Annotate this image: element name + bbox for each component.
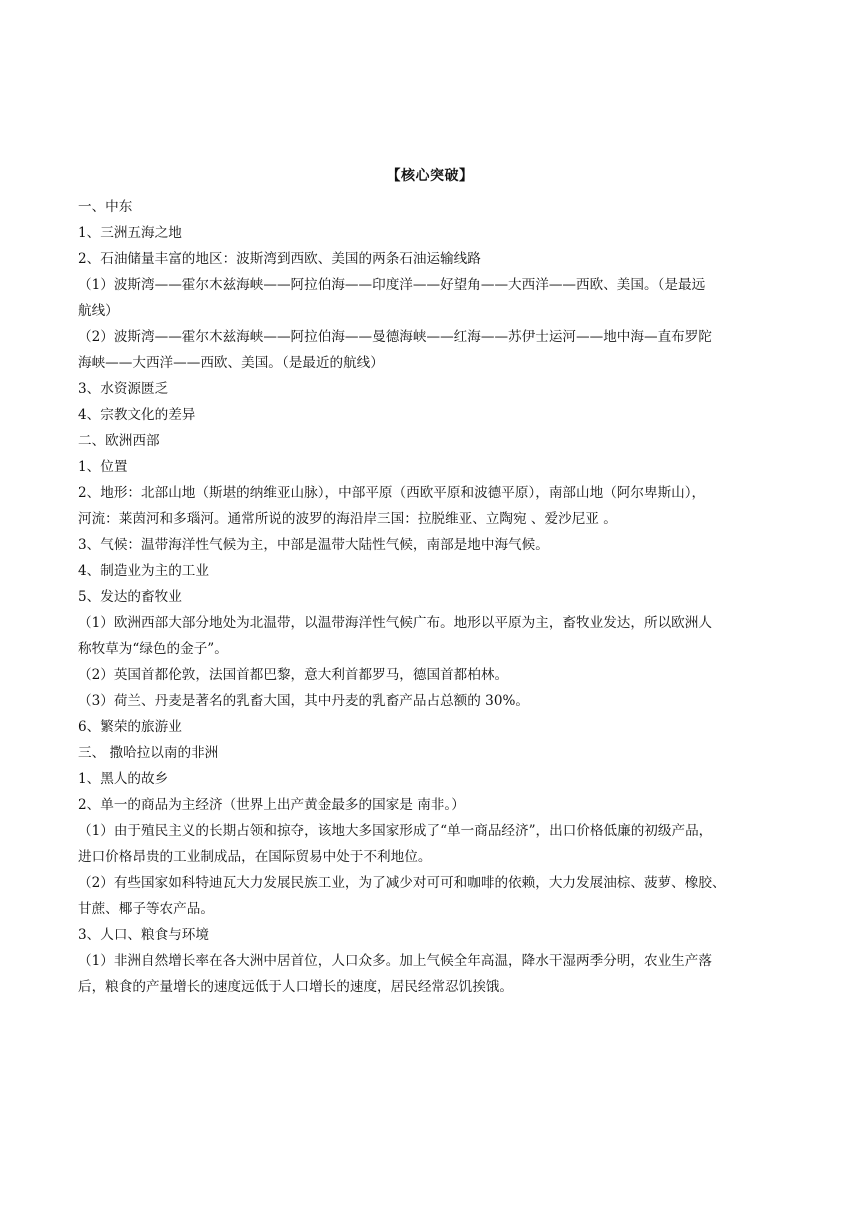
paragraph-line: （2）波斯湾——霍尔木兹海峡——阿拉伯海——曼德海峡——红海——苏伊士运河——地中海—直布罗陀 (78, 329, 712, 345)
paragraph-line: （1）欧洲西部大部分地处为北温带，以温带海洋性气候广布。地形以平原为主，畜牧业发达，所以欧洲人 (78, 615, 712, 631)
paragraph-line: 进口价格昂贵的工业制成品，在国际贸易中处于不利地位。 (78, 849, 432, 865)
paragraph-line: （2）英国首都伦敦，法国首都巴黎，意大利首都罗马，德国首都柏林。 (78, 667, 509, 683)
heading-western-europe: 二、欧洲西部 (78, 433, 160, 449)
heading-middle-east: 一、中东 (78, 199, 133, 215)
paragraph-line: （1）波斯湾——霍尔木兹海峡——阿拉伯海——印度洋——好望角——大西洋——西欧、美国。（是最远 (78, 277, 706, 293)
list-item: 5、发达的畜牧业 (78, 589, 182, 605)
paragraph-line: 后，粮食的产量增长的速度远低于人口增长的速度，居民经常忍饥挨饿。 (78, 979, 513, 995)
list-item: 4、宗教文化的差异 (78, 407, 196, 423)
paragraph-line: 甘蔗、椰子等农产品。 (78, 901, 214, 917)
paragraph-line: （1）由于殖民主义的长期占领和掠夺，该地大多国家形成了“单一商品经济”，出口价格低廉的初级产品， (78, 823, 713, 839)
paragraph-line: 河流：莱茵河和多瑙河。通常所说的波罗的海沿岸三国：拉脱维亚、立陶宛 、爱沙尼亚 。 (78, 511, 617, 527)
heading-sub-saharan-africa: 三、 撒哈拉以南的非洲 (78, 745, 219, 761)
list-item: 1、位置 (78, 459, 128, 475)
paragraph-line: 2、地形：北部山地（斯堪的纳维亚山脉），中部平原（西欧平原和波德平原），南部山地（阿尔卑斯山）， (78, 485, 706, 501)
section-title: 【核心突破】 (386, 168, 474, 184)
paragraph-line: 航线） (78, 303, 119, 319)
list-item: 2、石油储量丰富的地区：波斯湾到西欧、美国的两条石油运输线路 (78, 251, 481, 267)
list-item: 3、人口、粮食与环境 (78, 927, 209, 943)
list-item: 3、气候：温带海洋性气候为主，中部是温带大陆性气候，南部是地中海气候。 (78, 537, 549, 553)
document-body (78, 194, 786, 1000)
list-item: 3、水资源匮乏 (78, 381, 169, 397)
list-item: 6、繁荣的旅游业 (78, 719, 182, 735)
list-item: 1、三洲五海之地 (78, 225, 182, 241)
paragraph-line: （1）非洲自然增长率在各大洲中居首位，人口众多。加上气候全年高温，降水干湿两季分明，农业生产落 (78, 953, 712, 969)
list-item: 4、制造业为主的工业 (78, 563, 209, 579)
list-item: 2、单一的商品为主经济（世界上出产黄金最多的国家是 南非。） (78, 797, 465, 813)
paragraph-line: 称牧草为“绿色的金子”。 (78, 641, 228, 657)
paragraph-line: （3）荷兰、丹麦是著名的乳畜大国，其中丹麦的乳畜产品占总额的 30%。 (78, 693, 529, 709)
paragraph-line: 海峡——大西洋——西欧、美国。（是最近的航线） (78, 355, 384, 371)
paragraph-line: （2）有些国家如科特迪瓦大力发展民族工业，为了减少对可可和咖啡的依赖，大力发展油棕、菠萝、橡胶、 (78, 875, 726, 891)
list-item: 1、黑人的故乡 (78, 771, 169, 787)
